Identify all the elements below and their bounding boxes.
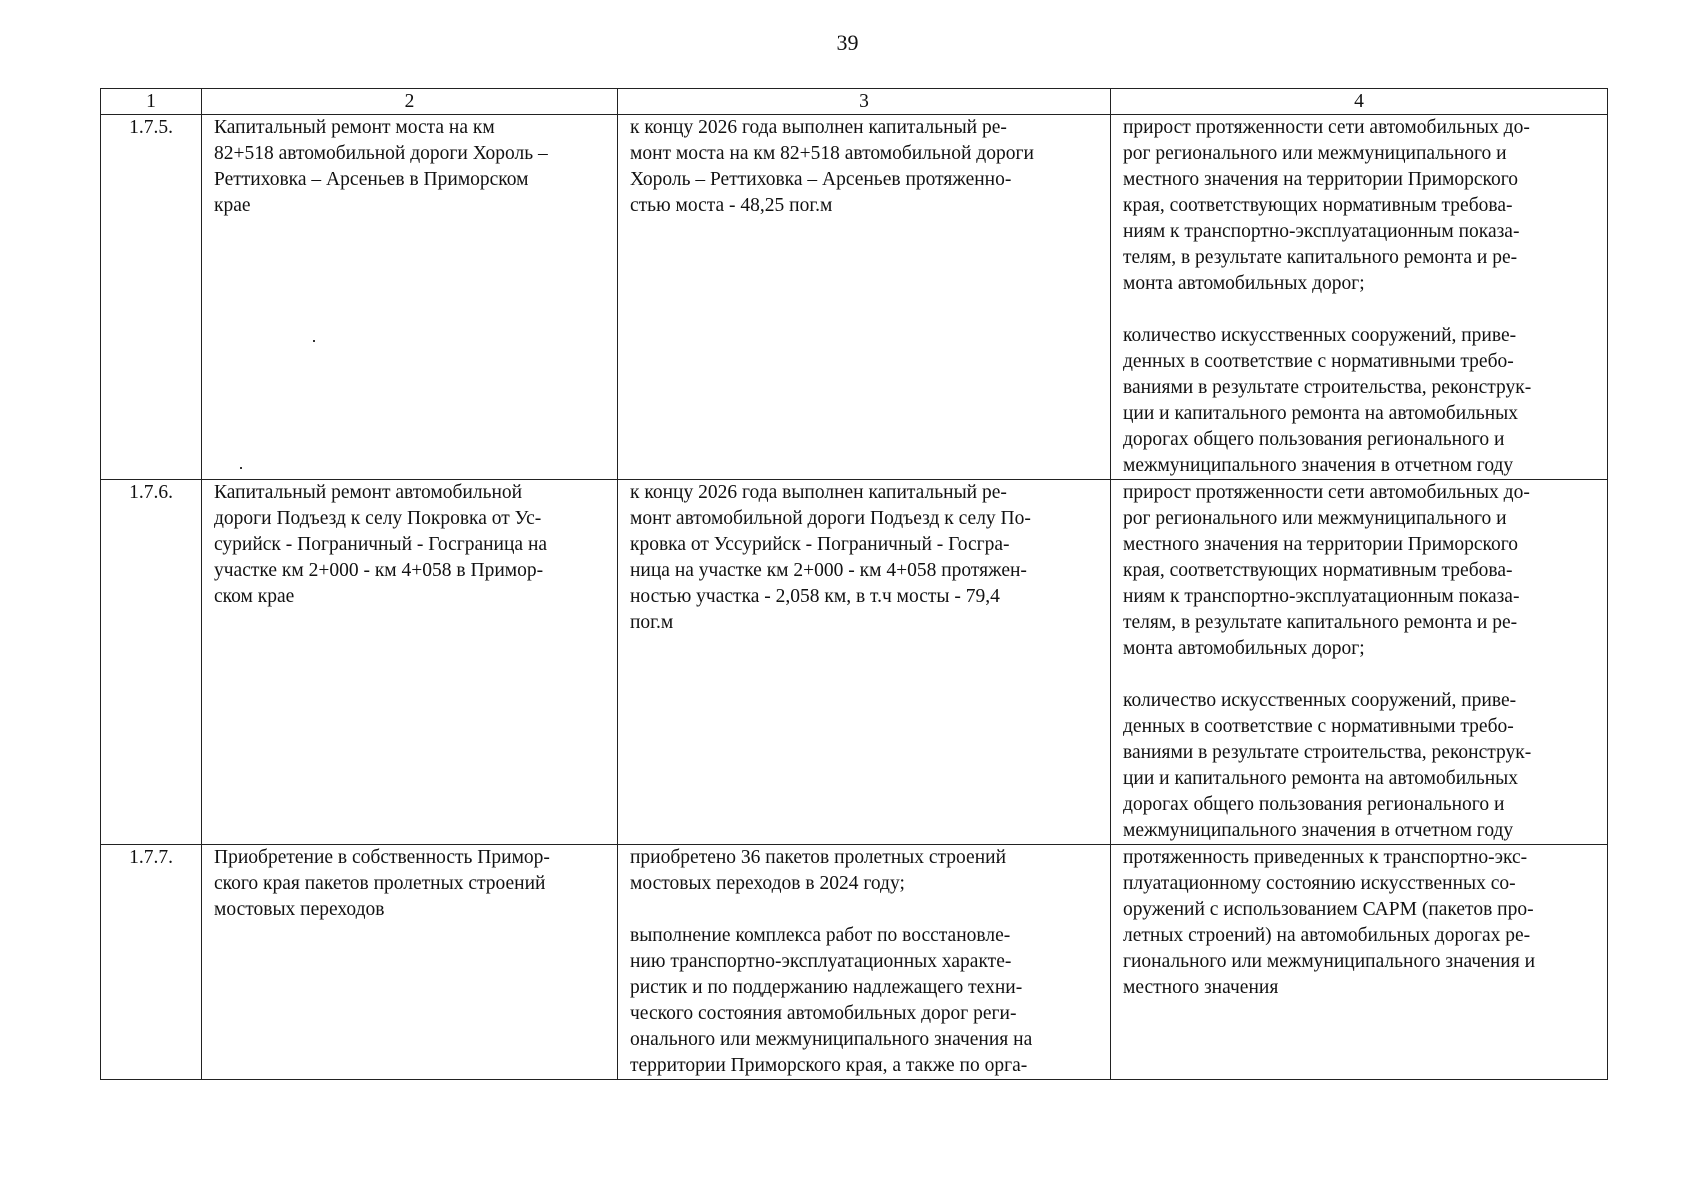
result-cell	[618, 845, 1111, 1080]
result-cell	[618, 480, 1111, 845]
result-text: приобретено 36 пакетов пролетных строений мостовых переходов в 2024 году;	[630, 847, 1007, 894]
result-cell	[618, 115, 1111, 480]
page-number: 39	[836, 30, 859, 55]
scan-speck	[313, 340, 315, 342]
table-row	[101, 845, 1608, 1080]
result-text: к концу 2026 года выполнен капитальный ре- монт моста на км 82+518 автомобильной дороги Хороль – Реттиховка – Арсеньев протяженно- стью моста - 48,25 пог.м	[630, 117, 1034, 216]
measure-name-cell	[202, 845, 618, 1080]
measure-name-cell	[202, 480, 618, 845]
measures-table	[100, 88, 1608, 1080]
indicator-text: количество искусственных сооружений, приве- денных в соответствие с нормативными требо- ваниями в результате строительства, реконструк- ции и капитального ремонта на автомобильных дорогах общего пользования регионального и межмуниципального значения в отчетном году	[1123, 325, 1532, 476]
row-number: 1.7.7.	[101, 845, 202, 1080]
indicator-text: протяженность приведенных к транспортно-экс- плуатационному состоянию искусственных со- оружений с использованием САРМ (пакетов про- летных строений) на автомобильных дорогах ре- гионального или межмуниципального значения и местного значения	[1123, 847, 1536, 998]
table-header-row	[101, 89, 1608, 115]
measure-name: Капитальный ремонт автомобильной дороги Подъезд к селу Покровка от Ус- сурийск - Пограничный - Госграница на участке км 2+000 - км 4+058 в Примор- ском крае	[214, 482, 548, 607]
column-header-3: 3	[618, 89, 1111, 115]
measure-name: Приобретение в собственность Примор- ского края пакетов пролетных строений мостовых переходов	[214, 847, 550, 920]
row-number: 1.7.5.	[101, 115, 202, 480]
result-text: к концу 2026 года выполнен капитальный ре- монт автомобильной дороги Подъезд к селу По- кровка от Уссурийск - Пограничный - Госгра- ница на участке км 2+000 - км 4+058 протяжен- ностью участка - 2,058 км, в т.ч мосты - 79,4 пог.м	[630, 482, 1031, 633]
measure-name-cell	[202, 115, 618, 480]
indicator-cell	[1111, 115, 1608, 480]
indicator-text: прирост протяженности сети автомобильных до- рог регионального или межмуниципального и местного значения на территории Приморского края, соответствующих нормативным требова- ниям к транспортно-эксплуатационным показа- телям, в результате капитального ремонта и ре- монта автомобильных дорог;	[1123, 482, 1530, 659]
scan-speck	[240, 467, 242, 469]
table-row	[101, 480, 1608, 845]
indicator-text: прирост протяженности сети автомобильных до- рог регионального или межмуниципального и местного значения на территории Приморского края, соответствующих нормативным требова- ниям к транспортно-эксплуатационным показа- телям, в результате капитального ремонта и ре- монта автомобильных дорог;	[1123, 117, 1530, 294]
indicator-text: количество искусственных сооружений, приве- денных в соответствие с нормативными требо- ваниями в результате строительства, реконструк- ции и капитального ремонта на автомобильных дорогах общего пользования регионального и межмуниципального значения в отчетном году	[1123, 690, 1532, 841]
row-number: 1.7.6.	[101, 480, 202, 845]
column-header-4: 4	[1111, 89, 1608, 115]
measure-name: Капитальный ремонт моста на км 82+518 автомобильной дороги Хороль – Реттиховка – Арсеньев в Приморском крае	[214, 117, 548, 216]
column-header-2: 2	[202, 89, 618, 115]
indicator-cell	[1111, 480, 1608, 845]
column-header-1: 1	[101, 89, 202, 115]
result-text: выполнение комплекса работ по восстановле- нию транспортно-эксплуатационных характе- ристик и по поддержанию надлежащего техни- ческого состояния автомобильных дорог реги- онального или межмуниципального значения на территории Приморского края, а также по орга-	[630, 925, 1033, 1076]
table-row	[101, 115, 1608, 480]
indicator-cell	[1111, 845, 1608, 1080]
